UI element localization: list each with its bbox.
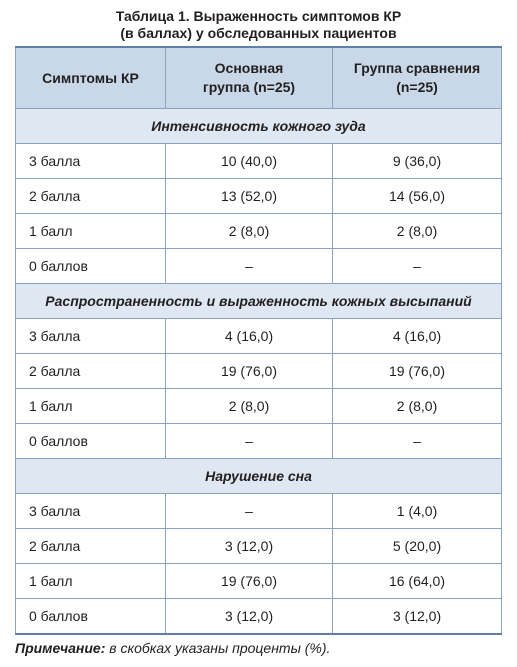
row-label: 0 баллов	[16, 249, 166, 284]
row-label: 2 балла	[16, 529, 166, 564]
table-row	[16, 214, 502, 249]
main-group-value: 3 (12,0)	[166, 599, 333, 635]
header-main-group-line-2: группа (n=25)	[202, 79, 296, 95]
table-footnote	[15, 640, 330, 656]
comparison-group-value: 19 (76,0)	[333, 354, 502, 389]
table-row	[16, 179, 502, 214]
row-label: 0 баллов	[16, 599, 166, 635]
symptoms-table	[15, 46, 502, 635]
comparison-group-value: –	[333, 424, 502, 459]
row-label: 3 балла	[16, 144, 166, 179]
comparison-group-value: 4 (16,0)	[333, 319, 502, 354]
header-comparison-group	[333, 47, 502, 109]
row-label: 0 баллов	[16, 424, 166, 459]
row-label: 2 балла	[16, 354, 166, 389]
caption-line-1: Таблица 1. Выраженность симптомов КР	[115, 8, 402, 24]
table-row	[16, 319, 502, 354]
comparison-group-value: 5 (20,0)	[333, 529, 502, 564]
main-group-value: 2 (8,0)	[166, 389, 333, 424]
table-row	[16, 249, 502, 284]
main-group-value: 13 (52,0)	[166, 179, 333, 214]
table-row	[16, 494, 502, 529]
table-row	[16, 354, 502, 389]
main-group-value: 19 (76,0)	[166, 564, 333, 599]
row-label: 1 балл	[16, 389, 166, 424]
comparison-group-value: 16 (64,0)	[333, 564, 502, 599]
header-comparison-group-line-2: (n=25)	[396, 79, 438, 95]
row-label: 2 балла	[16, 179, 166, 214]
table-row	[16, 564, 502, 599]
comparison-group-value: 9 (36,0)	[333, 144, 502, 179]
table-row	[16, 529, 502, 564]
comparison-group-value: –	[333, 249, 502, 284]
table-caption	[0, 0, 517, 41]
main-group-value: 10 (40,0)	[166, 144, 333, 179]
section-row	[16, 284, 502, 319]
section-row	[16, 109, 502, 144]
header-comparison-group-line-1: Группа сравнения	[353, 60, 481, 76]
comparison-group-value: 2 (8,0)	[333, 389, 502, 424]
footnote-label: Примечание:	[15, 640, 106, 656]
main-group-value: –	[166, 249, 333, 284]
table-row	[16, 144, 502, 179]
main-group-value: 2 (8,0)	[166, 214, 333, 249]
table-row	[16, 424, 502, 459]
comparison-group-value: 14 (56,0)	[333, 179, 502, 214]
table-header-row	[16, 47, 502, 109]
caption-line-2: (в баллах) у обследованных пациентов	[120, 25, 397, 41]
row-label: 1 балл	[16, 214, 166, 249]
row-label: 3 балла	[16, 319, 166, 354]
section-title: Нарушение сна	[16, 459, 502, 494]
comparison-group-value: 1 (4,0)	[333, 494, 502, 529]
header-symptoms: Симптомы КР	[16, 47, 166, 109]
table-row	[16, 599, 502, 635]
main-group-value: 3 (12,0)	[166, 529, 333, 564]
header-main-group-line-1: Основная	[214, 60, 284, 76]
header-main-group	[166, 47, 333, 109]
section-title: Интенсивность кожного зуда	[16, 109, 502, 144]
main-group-value: –	[166, 494, 333, 529]
section-title: Распространенность и выраженность кожных высыпаний	[16, 284, 502, 319]
section-row	[16, 459, 502, 494]
row-label: 1 балл	[16, 564, 166, 599]
row-label: 3 балла	[16, 494, 166, 529]
comparison-group-value: 3 (12,0)	[333, 599, 502, 635]
footnote-text: в скобках указаны проценты (%).	[105, 640, 331, 656]
table-row	[16, 389, 502, 424]
main-group-value: 4 (16,0)	[166, 319, 333, 354]
main-group-value: 19 (76,0)	[166, 354, 333, 389]
main-group-value: –	[166, 424, 333, 459]
comparison-group-value: 2 (8,0)	[333, 214, 502, 249]
